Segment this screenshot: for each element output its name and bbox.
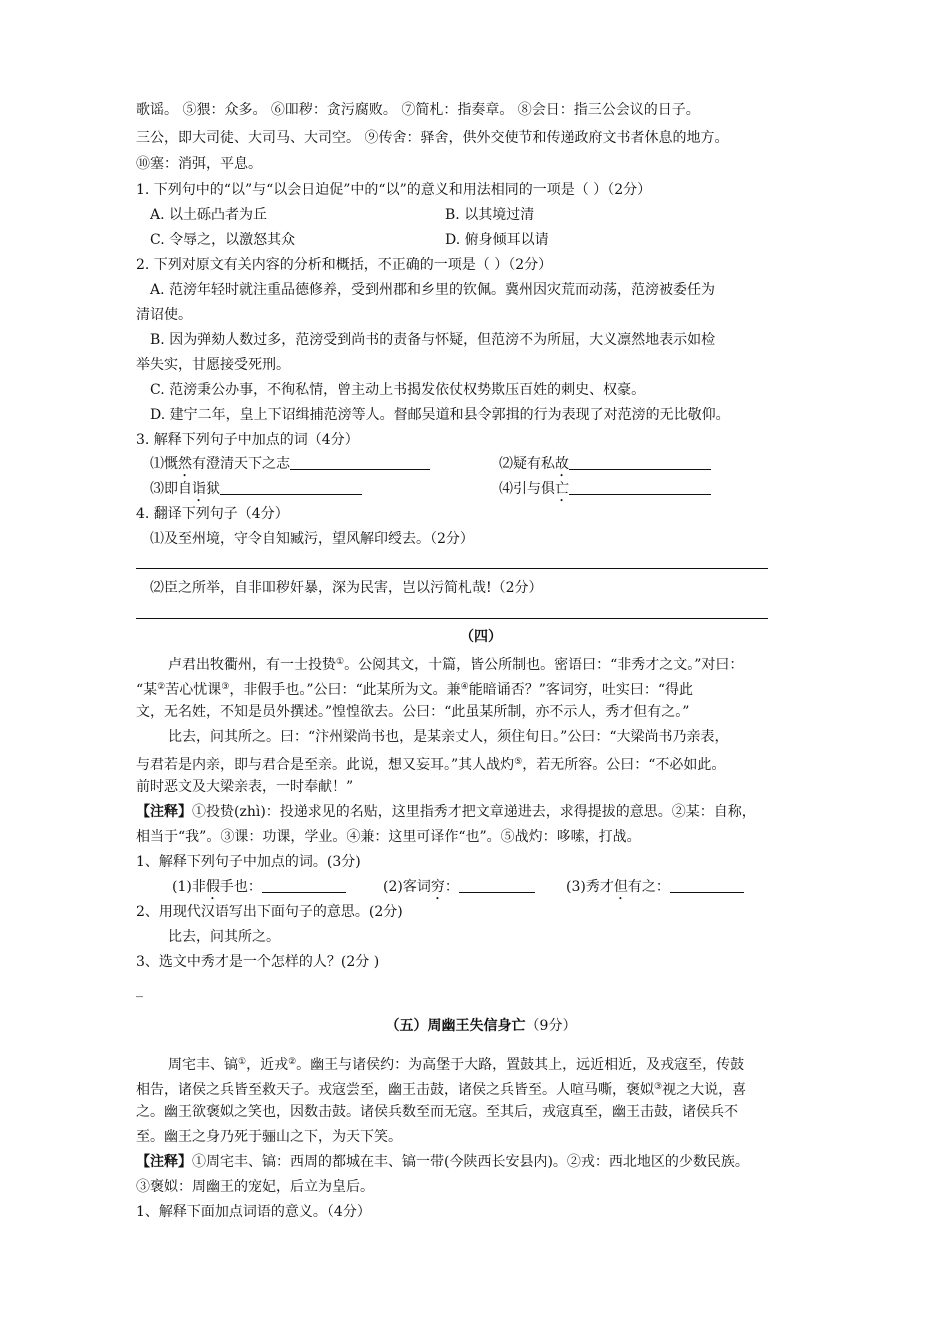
answer-blank[interactable]: [569, 455, 711, 470]
q3-item-2: ⑵疑有私故: [499, 454, 711, 480]
emphasis-word: 但: [613, 879, 628, 895]
answer-line[interactable]: [136, 618, 768, 619]
emphasis-word: 亡: [555, 481, 569, 497]
q2-option-b-line1: B. 因为弹劾人数过多，范滂受到尚书的责备与怀疑，但范滂不为所屈，大义凛然地表示如检: [150, 332, 716, 348]
question-1-stem: 1. 下列句中的“以”与“以会日迫促”中的“以”的意义和用法相同的一项是（ ）（2分）: [136, 182, 652, 198]
emphasis-word: 诣: [192, 481, 206, 497]
sec5-note-line2: ③褒姒：周幽王的宠妃，后立为皇后。: [136, 1179, 374, 1195]
q4-sentence-2: ⑵臣之所举，自非吅秽奸暴，深为民害，岂以污简札哉!（2分）: [150, 580, 543, 596]
q2-option-c: C. 范滂秉公办事，不徇私情，曾主动上书揭发依仗权势欺压百姓的刺史、权豪。: [150, 382, 646, 398]
sec4-note-line2: 相当于“我”。③课：功课，学业。④兼：这里可译作“也”。⑤战灼：哆嗦，打战。: [136, 829, 641, 845]
sec4-question-3: 3、选文中秀才是一个怎样的人？(2分 ): [136, 954, 380, 970]
q1-option-c: C. 令辱之，以激怒其众: [150, 232, 296, 248]
sec5-para-line3: 之。幽王欲褒姒之笑也，因数击鼓。诸侯兵数至而无寇。至其后，戎寇真至，幽王击鼓，诸侯兵不: [136, 1104, 738, 1120]
q1-option-d: D. 俯身倾耳以请: [445, 232, 549, 248]
q2-option-b-line2: 举失实，甘愿接受死刑。: [136, 357, 290, 373]
q3-item-4: ⑷引与俱亡: [499, 479, 711, 505]
q1-option-a: A. 以土砾凸者为丘: [150, 207, 268, 223]
emphasis-word: 穷: [430, 879, 445, 895]
sec4-para2-line3: 前时恶文及大梁亲表，一时奉献！”: [136, 779, 354, 795]
q3-item-1: ⑴慨然有澄清天下之志: [150, 454, 430, 480]
sec4-para2-line1: 比去，问其所之。曰：“汴州梁尚书也，是某亲丈人，须住旬日。”公曰：“大梁尚书乃亲表，: [168, 729, 729, 745]
notes-line-1: 歌谣。 ⑤猥：众多。 ⑥吅秽：贪污腐败。 ⑦简札：指奏章。 ⑧会日：指三公会议的日子。: [136, 102, 700, 118]
emphasis-word: 然: [178, 456, 192, 472]
sec4-q1-item-1: (1)非假手也：: [172, 877, 346, 903]
emphasis-word: 假: [205, 879, 220, 895]
sec4-para1-line3: 文，无名姓，不知是员外撰述。”惶惶欲去。公曰：“此虽某所制，亦不示人，秀才但有之。”: [136, 704, 690, 720]
sec4-note-line1: 【注释】①投贽(zhì)：投递求见的名贴，这里指秀才把文章递进去，求得提拔的意思。②某：自称，: [136, 804, 756, 820]
sec4-para1-line2: “某②苦心忧课③，非假手也。”公曰：“此某所为文。兼④能暗诵否？”客词穷，吐实曰：“得此: [136, 682, 694, 698]
sec5-para-line4: 至。幽王之身乃死于骊山之下，为天下笑。: [136, 1129, 402, 1145]
answer-blank[interactable]: [459, 878, 535, 893]
sec5-para-line2: 相告，诸侯之兵皆至救天子。戎寇尝至，幽王击鼓，诸侯之兵皆至。人喧马嘶，褒姒③视之大说，喜: [136, 1082, 747, 1098]
notes-line-3: ⑩塞：消弭，平息。: [136, 156, 262, 172]
q3-item-3: ⑶即自诣狱: [150, 479, 362, 505]
q1-option-b: B. 以其境过清: [445, 207, 535, 223]
question-3-stem: 3. 解释下列句子中加点的词（4分）: [136, 432, 359, 448]
sec5-para-line1: 周宅丰、镐①，近戎②。幽王与诸侯约：为高堡于大路，置鼓其上，远近相近，及戎寇至，传鼓: [168, 1057, 745, 1073]
sec4-q2-sentence: 比去，问其所之。: [168, 929, 280, 945]
answer-blank[interactable]: [220, 480, 362, 495]
sec4-para2-line2: 与君若是内亲，即与君合是至亲。此说，想又妄耳。”其人战灼⑤，若无所容。公曰：“不必如此。: [136, 757, 726, 773]
q4-sentence-1: ⑴及至州境，守令自知臧污，望风解印绶去。（2分）: [150, 531, 474, 547]
answer-blank[interactable]: [262, 878, 346, 893]
question-2-stem: 2. 下列对原文有关内容的分析和概括，不正确的一项是（ ）（2分）: [136, 257, 553, 273]
answer-line[interactable]: [136, 568, 768, 569]
emphasis-word: 故: [555, 456, 569, 472]
sec5-question-1: 1、解释下面加点词语的意义。（4分）: [136, 1204, 371, 1220]
sec4-question-1: 1、解释下列句子中加点的词。(3分): [136, 854, 361, 870]
q2-option-a-line1: A. 范滂年轻时就注重品德修养，受到州郡和乡里的钦佩。冀州因灾荒而动荡，范滂被委任为: [150, 282, 716, 298]
answer-blank[interactable]: [569, 480, 711, 495]
section-4-title: （四）: [460, 629, 502, 645]
notes-line-2: 三公，即大司徒、大司马、大司空。 ⑨传舍：驿舍，供外交使节和传递政府文书者休息的地方。: [136, 130, 729, 146]
question-4-stem: 4. 翻译下列句子（4分）: [136, 506, 289, 522]
section-5-title: （五）周幽王失信身亡（9分）: [385, 1018, 577, 1034]
sec4-q1-item-3: (3)秀才但有之：: [566, 877, 744, 903]
answer-blank[interactable]: [670, 878, 744, 893]
q2-option-d: D. 建宁二年，皇上下诏缉捕范滂等人。督邮吴道和县令郭揖的行为表现了对范滂的无比敬仰。: [150, 407, 730, 423]
sec5-note-line1: 【注释】①周宅丰、镐：西周的都城在丰、镐一带(今陕西长安县内)。②戎：西北地区的少数民族。: [136, 1154, 749, 1170]
sec4-q1-item-2: (2)客词穷：: [383, 877, 535, 903]
q2-option-a-line2: 清诏使。: [136, 307, 192, 323]
stray-mark: _: [136, 982, 143, 998]
answer-blank[interactable]: [290, 455, 430, 470]
sec4-question-2: 2、用现代汉语写出下面句子的意思。(2分): [136, 904, 403, 920]
sec4-para1-line1: 卢君出牧衢州，有一士投贽①。公阅其文，十篇，皆公所制也。密语曰：“非秀才之文。”对曰：: [168, 657, 744, 673]
